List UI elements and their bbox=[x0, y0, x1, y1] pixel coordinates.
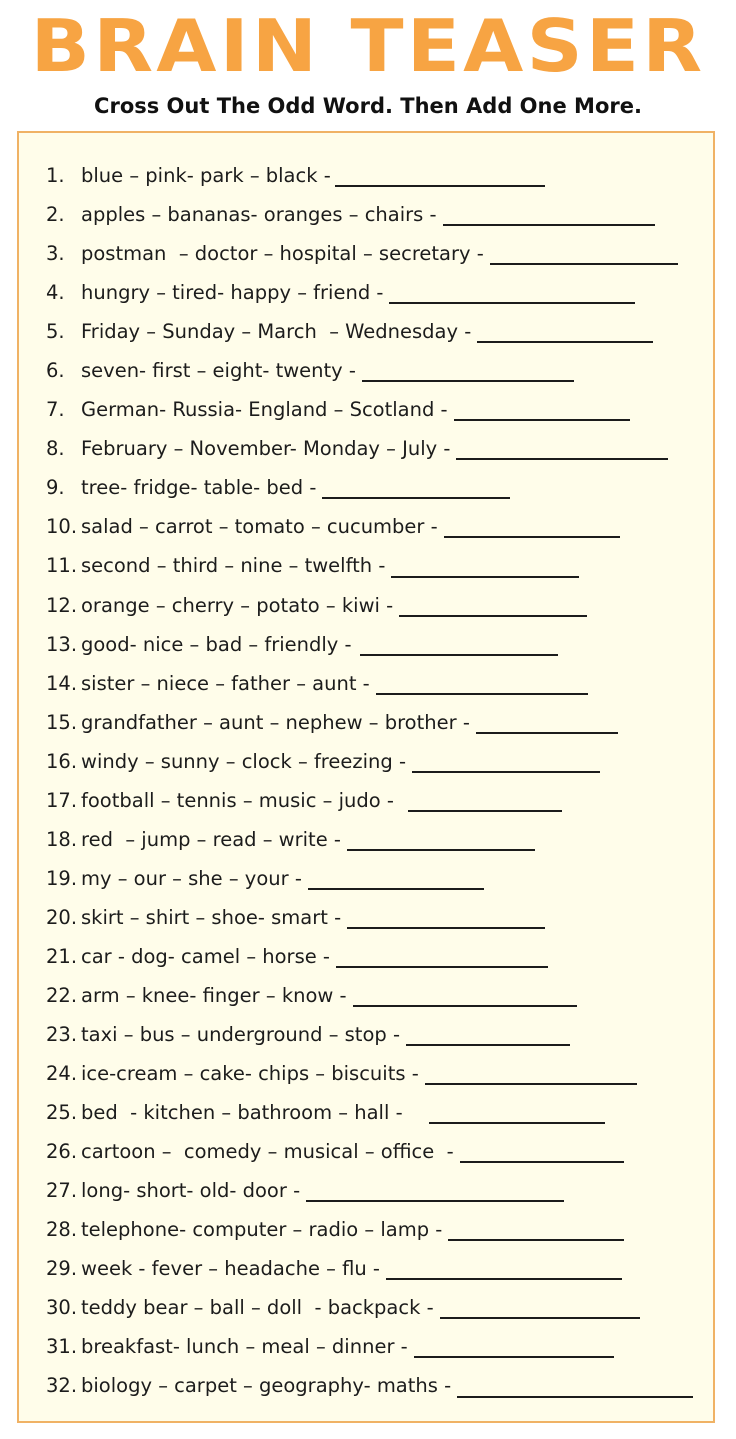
item-number: 12. bbox=[46, 593, 78, 617]
answer-blank-line bbox=[389, 302, 635, 304]
exercise-item bbox=[46, 1132, 706, 1171]
item-words: hungry – tired- happy – friend - bbox=[81, 281, 384, 305]
answer-blank-line bbox=[360, 654, 558, 656]
exercise-item bbox=[46, 429, 706, 468]
item-words: second – third – nine – twelfth - bbox=[81, 554, 386, 578]
item-words: windy – sunny – clock – freezing - bbox=[81, 749, 407, 773]
answer-blank-line bbox=[460, 1161, 624, 1163]
item-number: 26. bbox=[46, 1140, 78, 1164]
item-words: car - dog- camel – horse - bbox=[81, 944, 330, 968]
item-words: taxi – bus – underground – stop - bbox=[81, 1023, 400, 1047]
answer-blank-line bbox=[477, 341, 653, 343]
answer-blank-line bbox=[408, 810, 562, 812]
exercise-item bbox=[46, 820, 706, 859]
item-words: red – jump – read – write - bbox=[81, 827, 341, 851]
exercise-item bbox=[46, 1093, 706, 1132]
item-words: salad – carrot – tomato – cucumber - bbox=[81, 515, 438, 539]
answer-blank-line bbox=[425, 1083, 637, 1085]
item-number: 28. bbox=[46, 1218, 78, 1242]
item-number: 24. bbox=[46, 1062, 78, 1086]
page-title: BRAIN TEASER bbox=[30, 4, 706, 88]
answer-blank-line bbox=[308, 888, 484, 890]
item-number: 27. bbox=[46, 1179, 78, 1203]
exercise-item bbox=[46, 859, 706, 898]
answer-blank-line bbox=[336, 966, 548, 968]
item-words: week - fever – headache – flu - bbox=[81, 1257, 380, 1281]
item-number: 21. bbox=[46, 944, 78, 968]
answer-blank-line bbox=[322, 497, 510, 499]
item-number: 10. bbox=[46, 515, 78, 539]
exercise-panel bbox=[17, 131, 715, 1423]
exercise-item bbox=[46, 1327, 706, 1366]
item-words: good- nice – bad – friendly - bbox=[81, 632, 352, 656]
item-number: 22. bbox=[46, 984, 78, 1007]
answer-blank-line bbox=[440, 1317, 640, 1319]
item-number: 5. bbox=[46, 320, 65, 344]
exercise-item bbox=[46, 742, 706, 781]
answer-blank-line bbox=[454, 419, 630, 421]
item-number: 4. bbox=[46, 281, 65, 305]
answer-blank-line bbox=[414, 1356, 614, 1358]
exercise-item bbox=[46, 273, 706, 312]
item-number: 16. bbox=[46, 749, 78, 773]
item-number: 18. bbox=[46, 827, 78, 851]
answer-blank-line bbox=[406, 1044, 570, 1046]
item-number: 15. bbox=[46, 710, 78, 734]
item-words: biology – carpet – geography- maths - bbox=[81, 1374, 452, 1398]
answer-blank-line bbox=[391, 576, 579, 578]
item-number: 32. bbox=[46, 1374, 78, 1398]
answer-blank-line bbox=[306, 1200, 564, 1202]
item-words: February – November- Monday – July - bbox=[81, 437, 451, 461]
item-words: football – tennis – music – judo - bbox=[81, 788, 394, 812]
item-number: 20. bbox=[46, 905, 78, 929]
exercise-item bbox=[46, 1171, 706, 1210]
answer-blank-line bbox=[443, 224, 655, 226]
item-words: cartoon – comedy – musical – office - bbox=[81, 1140, 454, 1164]
exercise-item bbox=[46, 1210, 706, 1249]
exercise-item bbox=[46, 625, 706, 664]
exercise-item bbox=[46, 781, 706, 820]
answer-blank-line bbox=[335, 185, 545, 187]
item-number: 23. bbox=[46, 1023, 78, 1047]
answer-blank-line bbox=[429, 1122, 605, 1124]
item-number: 8. bbox=[46, 437, 65, 461]
item-number: 14. bbox=[46, 671, 78, 695]
exercise-item bbox=[46, 976, 706, 1015]
item-words: postman – doctor – hospital – secretary - bbox=[81, 242, 484, 266]
exercise-item bbox=[46, 468, 706, 507]
exercise-item bbox=[46, 1054, 706, 1093]
item-number: 6. bbox=[46, 359, 65, 383]
item-words: arm – knee- finger – know - bbox=[81, 984, 347, 1007]
answer-blank-line bbox=[347, 849, 535, 851]
answer-blank-line bbox=[386, 1278, 622, 1280]
item-number: 25. bbox=[46, 1101, 78, 1125]
item-number: 9. bbox=[46, 476, 65, 500]
exercise-item bbox=[46, 507, 706, 546]
exercise-item bbox=[46, 898, 706, 937]
answer-blank-line bbox=[353, 1005, 577, 1007]
answer-blank-line bbox=[362, 380, 574, 382]
item-words: telephone- computer – radio – lamp - bbox=[81, 1218, 443, 1242]
item-number: 31. bbox=[46, 1335, 78, 1359]
answer-blank-line bbox=[457, 1396, 693, 1398]
item-words: tree- fridge- table- bed - bbox=[81, 476, 317, 500]
exercise-item bbox=[46, 546, 706, 585]
exercise-item bbox=[46, 664, 706, 703]
answer-blank-line bbox=[476, 732, 618, 734]
item-number: 3. bbox=[46, 242, 65, 266]
answer-blank-line bbox=[412, 771, 600, 773]
exercise-item bbox=[46, 703, 706, 742]
exercise-item bbox=[46, 1366, 706, 1405]
answer-blank-line bbox=[448, 1239, 624, 1241]
item-words: Friday – Sunday – March – Wednesday - bbox=[81, 320, 472, 344]
item-words: breakfast- lunch – meal – dinner - bbox=[81, 1335, 408, 1359]
exercise-item bbox=[46, 1288, 706, 1327]
exercise-item bbox=[46, 1249, 706, 1288]
exercise-item bbox=[46, 312, 706, 351]
answer-blank-line bbox=[376, 693, 588, 695]
item-words: German- Russia- England – Scotland - bbox=[81, 398, 448, 422]
item-number: 19. bbox=[46, 866, 78, 890]
item-words: bed - kitchen – bathroom – hall - bbox=[81, 1101, 403, 1125]
exercise-item bbox=[46, 390, 706, 429]
exercise-item bbox=[46, 234, 706, 273]
exercise-item bbox=[46, 156, 706, 195]
item-words: my – our – she – your - bbox=[81, 866, 302, 890]
item-words: apples – bananas- oranges – chairs - bbox=[81, 203, 437, 227]
item-words: orange – cherry – potato – kiwi - bbox=[81, 593, 394, 617]
item-words: ice-cream – cake- chips – biscuits - bbox=[81, 1062, 419, 1086]
answer-blank-line bbox=[347, 927, 545, 929]
answer-blank-line bbox=[444, 536, 620, 538]
item-number: 17. bbox=[46, 788, 78, 812]
answer-blank-line bbox=[490, 263, 678, 265]
item-number: 29. bbox=[46, 1257, 78, 1281]
exercise-item bbox=[46, 1015, 706, 1054]
item-number: 11. bbox=[46, 554, 78, 578]
item-words: seven- first – eight- twenty - bbox=[81, 359, 356, 383]
exercise-list bbox=[46, 156, 706, 1406]
item-number: 1. bbox=[46, 164, 65, 188]
item-number: 2. bbox=[46, 203, 65, 227]
item-number: 7. bbox=[46, 398, 65, 422]
exercise-item bbox=[46, 937, 706, 976]
instructions: Cross Out The Odd Word. Then Add One More. bbox=[94, 94, 642, 118]
answer-blank-line bbox=[399, 615, 587, 617]
item-words: sister – niece – father – aunt - bbox=[81, 671, 370, 695]
item-number: 30. bbox=[46, 1296, 78, 1320]
item-words: long- short- old- door - bbox=[81, 1179, 301, 1203]
answer-blank-line bbox=[456, 458, 668, 460]
item-words: teddy bear – ball – doll - backpack - bbox=[81, 1296, 434, 1320]
exercise-item bbox=[46, 195, 706, 234]
item-words: grandfather – aunt – nephew – brother - bbox=[81, 710, 470, 734]
exercise-item bbox=[46, 351, 706, 390]
exercise-item bbox=[46, 586, 706, 625]
item-words: skirt – shirt – shoe- smart - bbox=[81, 905, 342, 929]
item-number: 13. bbox=[46, 632, 78, 656]
item-words: blue – pink- park – black - bbox=[81, 164, 331, 188]
